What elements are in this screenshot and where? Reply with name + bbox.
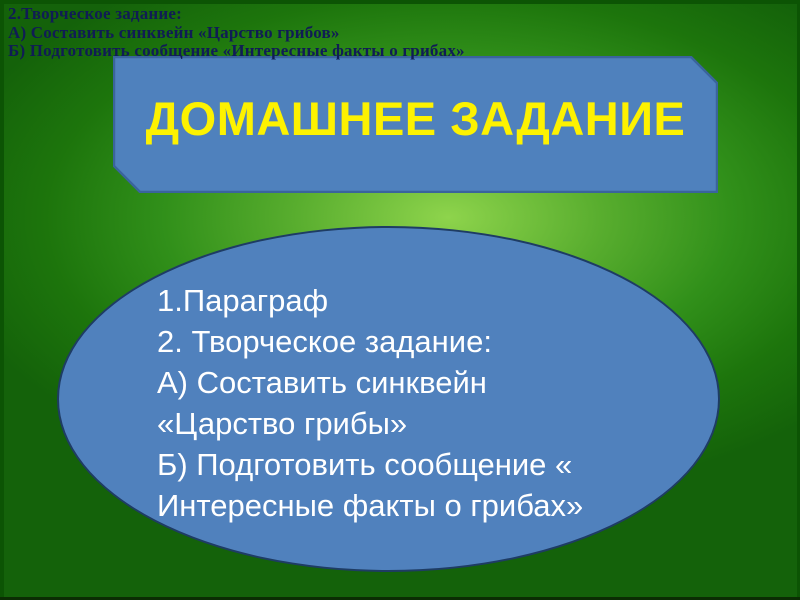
title-banner: [113, 56, 718, 193]
task-list: [157, 280, 583, 526]
homework-note: [8, 5, 465, 61]
note-line: Б) Подготовить сообщение «Интересные факты о грибах»: [8, 41, 465, 60]
note-line: 2.Творческое задание:: [8, 4, 183, 23]
task-line: 2. Творческое задание:: [157, 324, 492, 359]
task-line: Интересные факты о грибах»: [157, 488, 584, 523]
slide-title: ДОМАШНЕЕ ЗАДАНИЕ: [145, 92, 686, 145]
task-line: 1.Параграф: [157, 283, 329, 318]
task-line: Б) Подготовить сообщение «: [157, 447, 573, 482]
task-line: А) Составить синквейн: [157, 365, 487, 400]
tasks-ellipse: [57, 226, 720, 572]
task-line: «Царство грибы»: [157, 406, 408, 441]
note-line: А) Составить синквейн «Царство грибов»: [8, 22, 340, 42]
